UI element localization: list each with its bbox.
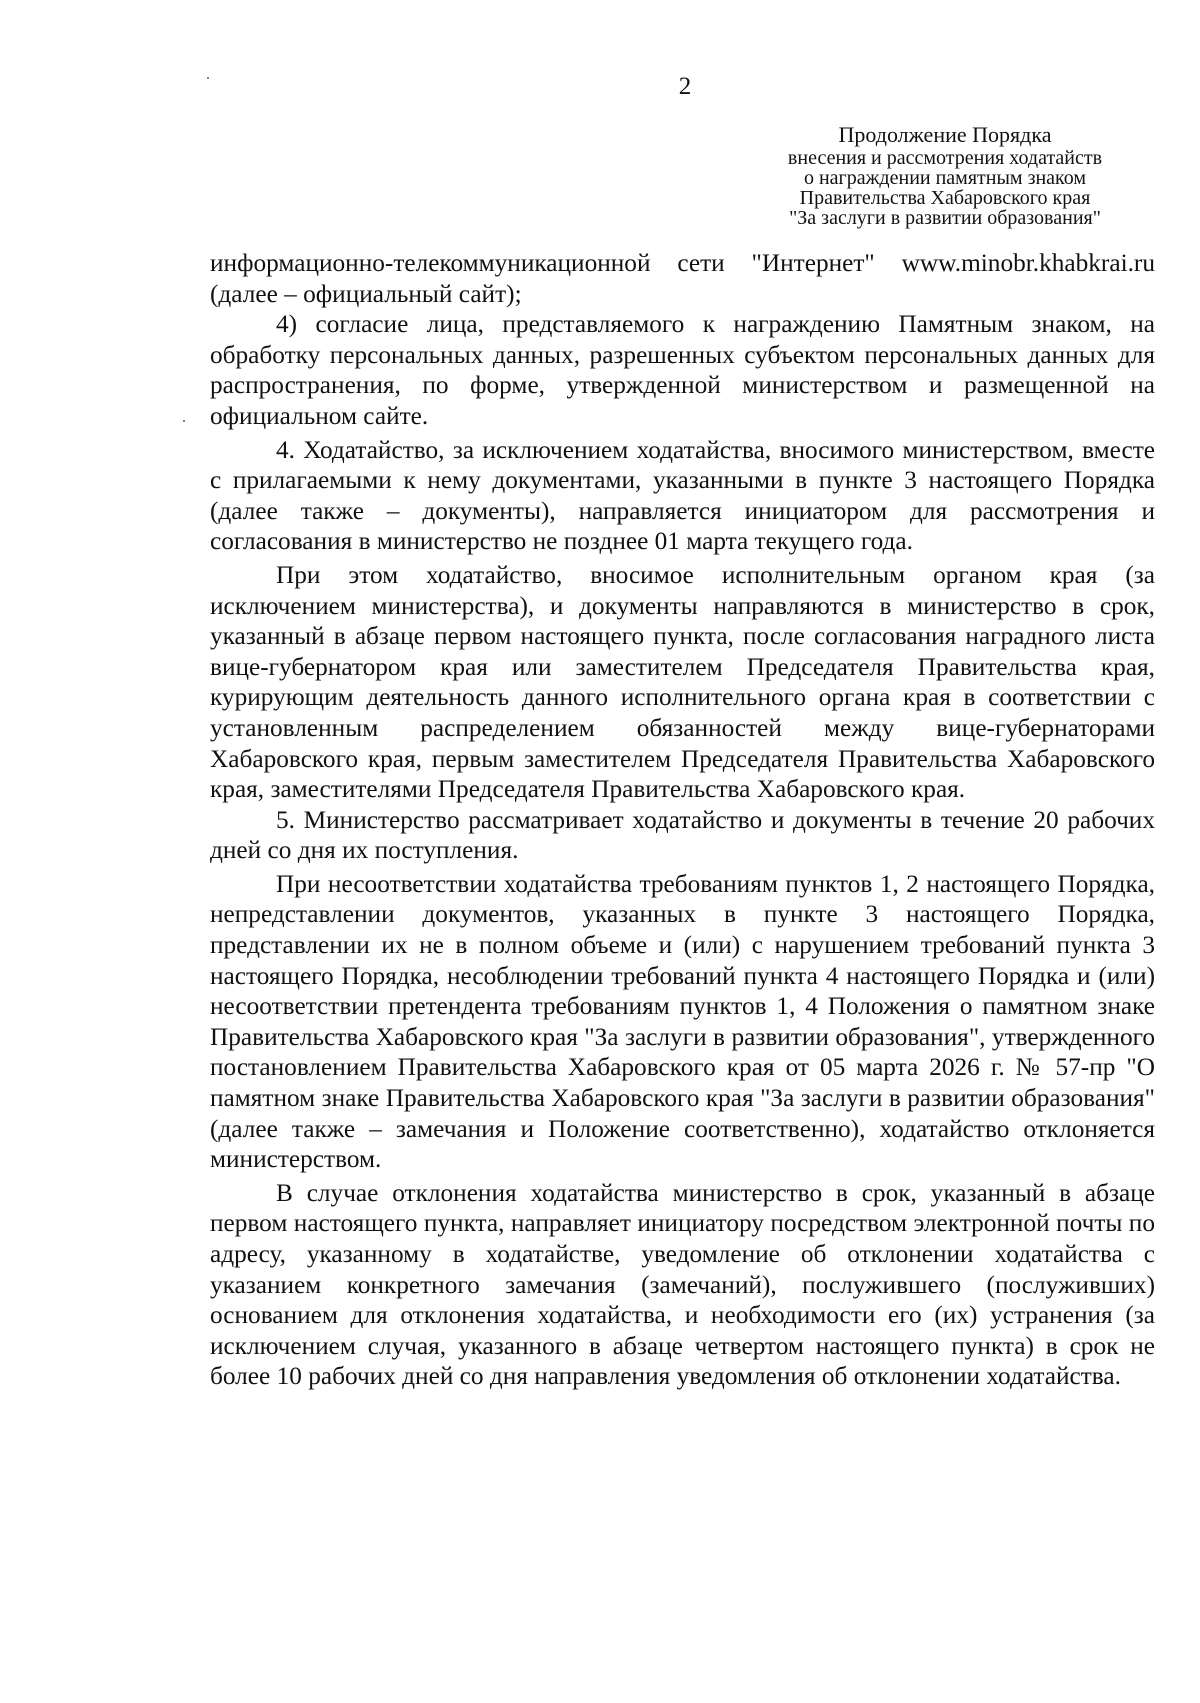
paragraph: 5. Министерство рассматривает ходатайство и документы в течение 20 рабочих дней со дня их поступления. bbox=[210, 805, 1155, 865]
header-line: Правительства Хабаровского края bbox=[799, 187, 1091, 209]
header-line: "За заслуги в развитии образования" bbox=[789, 207, 1101, 229]
header-line: внесения и рассмотрения ходатайств bbox=[787, 147, 1103, 169]
header-line: о награждении памятным знаком bbox=[803, 167, 1087, 189]
header-line: Продолжение Порядка bbox=[838, 122, 1052, 147]
paragraph: 4) согласие лица, представляемого к награждению Памятным знаком, на обработку персональных данных, разрешенных субъектом персональных данных для распространения, по форме, утвержденной министерством и размещенной на официальном сайте. bbox=[210, 310, 1155, 430]
document-body bbox=[210, 248, 1155, 1392]
document-header bbox=[740, 122, 1150, 228]
paragraph: При этом ходатайство, вносимое исполнительным органом края (за исключением министерства), и документы направляются в министерство в срок, указанный в абзаце первом настоящего пункта, после согласования наградного листа вице-губернатором края или заместителем Председателя Правительства края, курирующим деятельность данного исполнительного органа края в соответствии с установленным распределением обязанностей между вице-губернаторами Хабаровского края, первым заместителем Председателя Правительства Хабаровского края, заместителями Председателя Правительства Хабаровского края. bbox=[210, 560, 1155, 804]
scan-speck bbox=[183, 420, 185, 422]
paragraph: При несоответствии ходатайства требованиям пунктов 1, 2 настоящего Порядка, непредставлении документов, указанных в пункте 3 настоящего Порядка, представлении их не в полном объеме и (или) с нарушением требований пункта 3 настоящего Порядка, несоблюдении требований пункта 4 настоящего Порядка и (или) несоответствии претендента требованиям пунктов 1, 4 Положения о памятном знаке Правительства Хабаровского края "За заслуги в развитии образования", утвержденного постановлением Правительства Хабаровского края от 05 марта 2026 г. № 57-пр "О памятном знаке Правительства Хабаровского края "За заслуги в развитии образования" (далее также – замечания и Положение соответственно), ходатайство отклоняется министерством. bbox=[210, 869, 1155, 1174]
paragraph: информационно-телекоммуникационной сети "Интернет" www.minobr.khabkrai.ru (далее – официальный сайт); bbox=[210, 249, 1155, 308]
page-number: 2 bbox=[678, 73, 692, 100]
paragraph: В случае отклонения ходатайства министерство в срок, указанный в абзаце первом настоящего пункта, направляет инициатору посредством электронной почты по адресу, указанному в ходатайстве, уведомление об отклонении ходатайства с указанием конкретного замечания (замечаний), послужившего (послуживших) основанием для отклонения ходатайства, и необходимости его (их) устранения (за исключением случая, указанного в абзаце четвертом настоящего пункта) в срок не более 10 рабочих дней со дня направления уведомления об отклонении ходатайства. bbox=[210, 1178, 1155, 1391]
paragraph: 4. Ходатайство, за исключением ходатайства, вносимого министерством, вместе с прилагаемыми к нему документами, указанными в пункте 3 настоящего Порядка (далее также – документы), направляется инициатором для рассмотрения и согласования в министерство не позднее 01 марта текущего года. bbox=[210, 435, 1155, 556]
